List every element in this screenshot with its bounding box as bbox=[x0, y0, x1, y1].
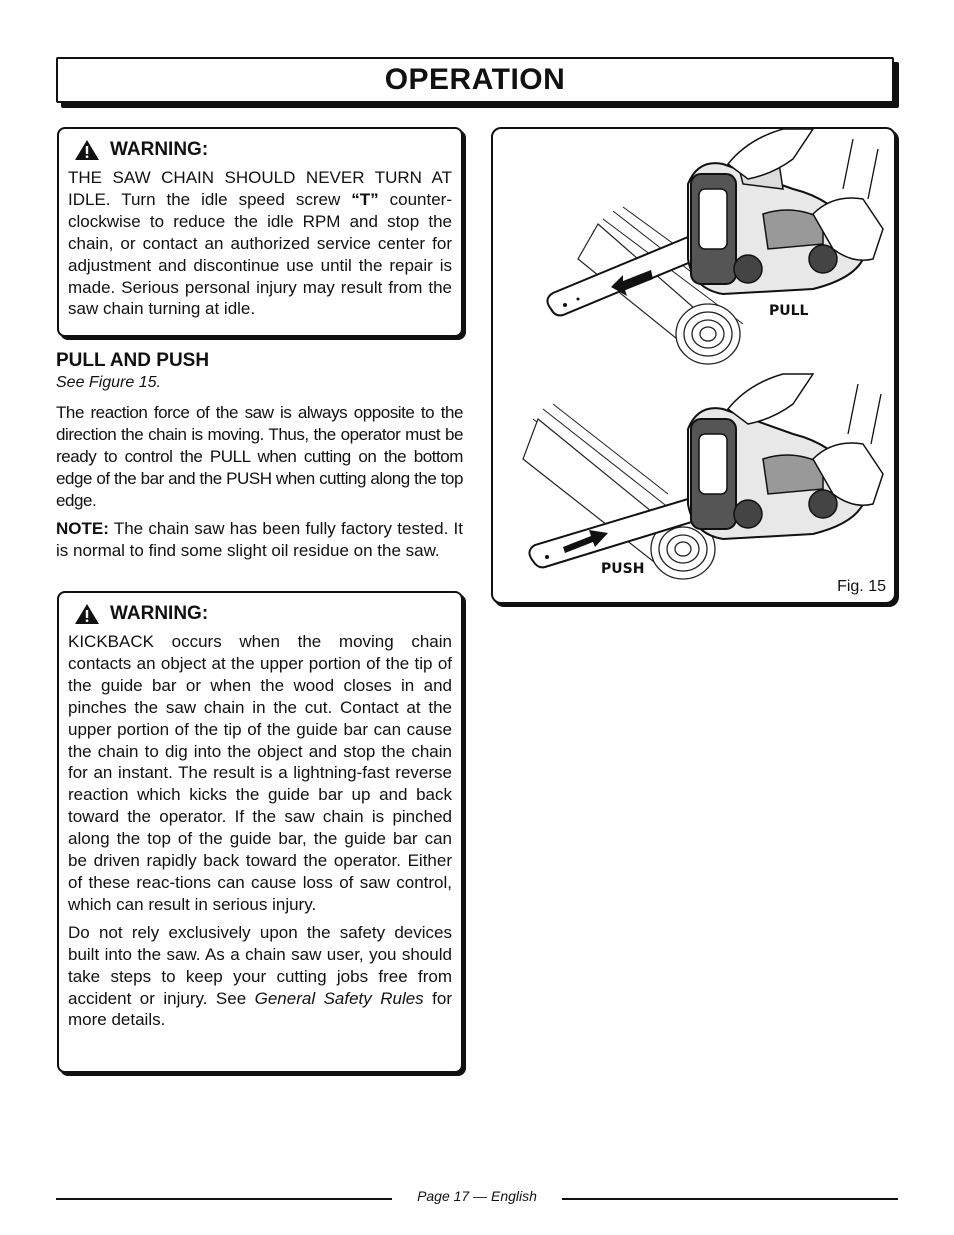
figure-reference: See Figure 15. bbox=[56, 374, 161, 391]
warning-heading: WARNING: bbox=[110, 603, 209, 624]
figure-caption: Fig. 15 bbox=[837, 578, 886, 595]
warning-triangle-icon bbox=[74, 139, 100, 161]
idle-warning-box bbox=[57, 127, 463, 337]
page-title-box bbox=[56, 57, 894, 103]
push-label: PUSH bbox=[601, 561, 645, 577]
warning-header bbox=[74, 603, 452, 625]
pull-push-section bbox=[56, 350, 463, 569]
page-footer bbox=[56, 1186, 898, 1208]
warning-triangle-icon bbox=[74, 603, 100, 625]
reaction-force-paragraph: The reaction force of the saw is always opposite to the direction the chain is moving. Thus, the operator must be ready to control the PULL when cutting on the bottom edge of the bar and the PUSH when cutting along the top edge. bbox=[56, 402, 463, 510]
section-heading: PULL AND PUSH bbox=[56, 350, 210, 371]
figure-15 bbox=[491, 127, 896, 604]
note-paragraph: NOTE: The chain saw has been fully factory tested. It is normal to find some slight oil residue on the saw. bbox=[56, 519, 463, 561]
kickback-paragraph: KICKBACK occurs when the moving chain contacts an object at the upper portion of the tip of the guide bar or when the wood closes in and pinches the saw chain in the cut. Contact at the upper portion of the tip of the guide bar can cause the chain to dig into the object and stop the chain for an instant. The result is a lightning-fast reverse reaction which kicks the guide bar up and back toward the operator. If the saw chain is pinched along the top of the guide bar, the guide bar can be driven rapidly back toward the operator. Either of these reac-tions can cause loss of saw control, which can result in serious injury. bbox=[68, 632, 452, 914]
safety-devices-paragraph: Do not rely exclusively upon the safety devices built into the saw. As a chain saw user, you should take steps to keep your cutting jobs free from accident or injury. See General Safety Rules for more details. bbox=[68, 922, 452, 1030]
warning-heading: WARNING: bbox=[110, 139, 209, 160]
warning-header bbox=[74, 139, 452, 161]
kickback-warning-box bbox=[57, 591, 463, 1073]
footer-text: Page 17 — English bbox=[417, 1188, 537, 1204]
footer-rule-right bbox=[562, 1198, 898, 1200]
pull-label: PULL bbox=[769, 303, 809, 319]
chainsaw-illustration bbox=[493, 129, 894, 602]
idle-warning-text: THE SAW CHAIN SHOULD NEVER TURN AT IDLE. Turn the idle speed screw “T” counter-clockwise to reduce the idle RPM and stop the chain, or contact an authorized service center for adjustment and discontinue use until the repair is made. Serious personal injury may result from the saw chain turning at idle. bbox=[68, 168, 452, 319]
page-title: OPERATION bbox=[384, 63, 566, 96]
